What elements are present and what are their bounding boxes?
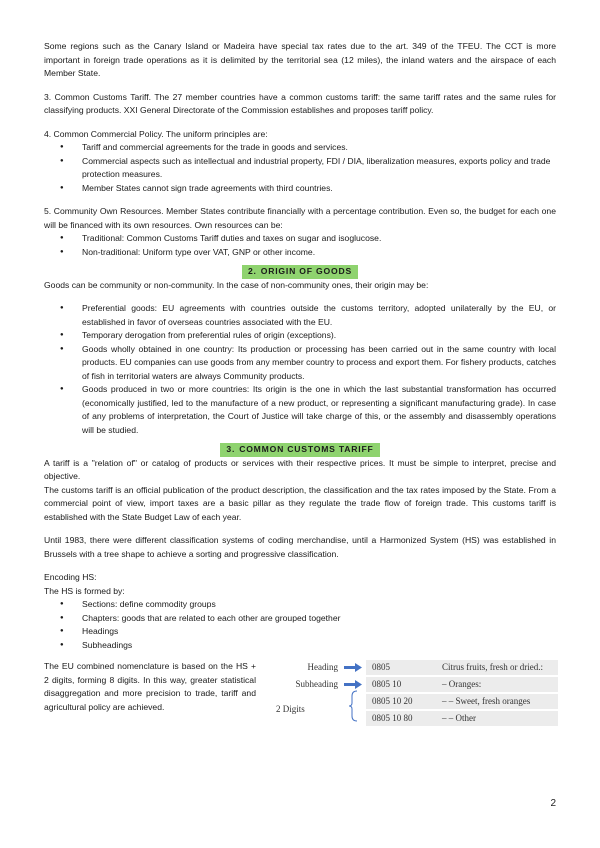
section-number: 3. — [226, 444, 236, 454]
hs-description: – – Sweet, fresh oranges — [442, 696, 531, 706]
hs-code: 0805 — [372, 662, 390, 672]
origin-intro: Goods can be community or non-community. In the case of non-community ones, their origin may be: — [44, 279, 429, 290]
subheading-label: Subheading — [295, 679, 338, 689]
hs-description: Citrus fruits, fresh or dried.: — [442, 662, 543, 672]
combined-nomenclature-text: The EU combined nomenclature is based on the HS + 2 digits, forming 8 digits. In this way, greater statistical disaggregation and more precision to trade, tariff and agricultural policy are achieved. — [44, 661, 256, 712]
arrow-right-icon — [344, 663, 362, 672]
hs-structure-list — [44, 598, 556, 652]
hs-row-subheading — [268, 677, 558, 692]
hs-code-figure — [268, 660, 558, 730]
intro-paragraph: Some regions such as the Canary Island or Madeira have special tax rates due to the art. 349 of the TFEU. The CCT is more important in foreign trade operations as it is delimited by the territorial sea (12 miles), the inland waters and the airspace of each Member State. — [44, 41, 556, 78]
list-item: ● Temporary derogation from preferential rules of origin (exceptions). — [82, 329, 556, 343]
hs-description: – Oranges: — [442, 679, 482, 689]
origin-list — [44, 302, 556, 437]
commercial-policy-list — [44, 141, 556, 195]
hs-code: 0805 10 80 — [372, 713, 413, 723]
harmonized-system-paragraph: Until 1983, there were different classification systems of coding merchandise, until a Harmonized System (HS) was established in Brussels with a tree shape to achieve a sorting and progressive classification. — [44, 535, 556, 559]
section-title: COMMON CUSTOMS TARIFF — [239, 443, 373, 457]
hs-row-digits-1 — [268, 694, 558, 709]
section-number: 2. — [247, 266, 257, 276]
two-digits-label: 2 Digits — [276, 704, 305, 714]
list-item: ● Commercial aspects such as intellectual and industrial property, FDI / DIA, liberalization measures, exports policy and trade protection measures. — [82, 155, 556, 182]
encoding-hs-title: Encoding HS: — [44, 572, 97, 582]
list-item: ● Subheadings — [82, 639, 556, 653]
hs-row-digits-2 — [268, 711, 558, 726]
hs-formed-by: The HS is formed by: — [44, 585, 125, 596]
customs-tariff-paragraph: The customs tariff is an official publication of the product description, the classification and the tax rates imposed by the State. From a commercial point of view, import taxes are a basic pillar as they regulate the trade flow of foreign trade. This customs tariff is established with the State Budget Law of each year. — [44, 484, 556, 522]
list-item: ● Goods produced in two or more countries: Its origin is the one in which the last substantial transformation has occurred (economically justified, led to the manufacture of a new product, or representing a significant manufacturing grade). In case of any problems of interpretation, the Court of Justice will take charge of this, or the assembly and disassembly operations will be studied. — [82, 383, 556, 437]
list-item: ● Traditional: Common Customs Tariff duties and taxes on sugar and isoglucose. — [82, 232, 556, 246]
section-heading-cct — [44, 443, 556, 457]
list-item: ● Goods wholly obtained in one country: Its production or processing has been carried out in the same country with local products. EU companies can use goods from any member country to process and export them. For fishery products, catches of fish in territorial waters are always Community products. — [82, 343, 556, 384]
combined-nomenclature-block — [44, 660, 556, 740]
hs-code: 0805 10 — [372, 679, 402, 689]
tariff-definition: A tariff is a "relation of" or catalog of products or services with their respective prices. It must be simple to interpret, precise and objective. — [44, 457, 556, 481]
common-commercial-policy-title: 4. Common Commercial Policy. The uniform principles are: — [44, 128, 268, 139]
page-number: 2 — [550, 798, 556, 809]
brace-icon — [348, 690, 358, 722]
own-resources-list — [44, 232, 556, 259]
common-customs-tariff-paragraph: 3. Common Customs Tariff. The 27 member countries have a common customs tariff: the same tariff rates and the same rules for classifying products. XXI General Directorate of the Commission establishes and proposes tariff policy. — [44, 91, 556, 115]
list-item: ● Sections: define commodity groups — [82, 598, 556, 612]
section-heading-origin — [44, 265, 556, 279]
own-resources-title: 5. Community Own Resources. Member States contribute financially with a percentage contribution. Even so, the budget for each one will be financed with its own resources. Own resources can be: — [44, 206, 556, 230]
list-item: ● Member States cannot sign trade agreements with third countries. — [82, 182, 556, 196]
arrow-right-icon — [344, 680, 362, 689]
heading-label: Heading — [307, 662, 338, 672]
list-item: ● Non-traditional: Uniform type over VAT, GNP or other income. — [82, 246, 556, 260]
list-item: ● Chapters: goods that are related to each other are grouped together — [82, 612, 556, 626]
list-item: ● Tariff and commercial agreements for the trade in goods and services. — [82, 141, 556, 155]
section-title: ORIGIN OF GOODS — [261, 265, 352, 279]
document-page — [44, 40, 556, 740]
list-item: ● Headings — [82, 625, 556, 639]
hs-description: – – Other — [442, 713, 476, 723]
hs-code: 0805 10 20 — [372, 696, 413, 706]
hs-row-heading — [268, 660, 558, 675]
list-item: ● Preferential goods: EU agreements with countries outside the customs territory, adopted unilaterally by the EU, or established in favor of overseas countries associated with the EU. — [82, 302, 556, 329]
